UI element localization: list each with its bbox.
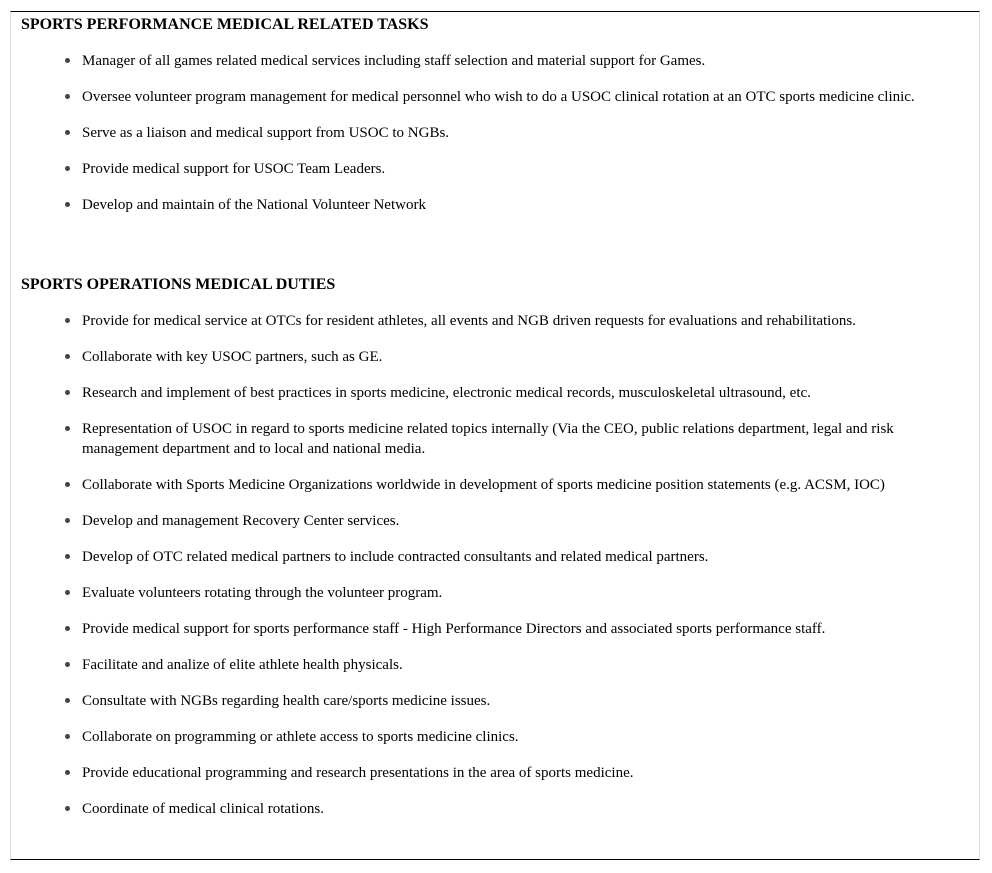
list-item: Evaluate volunteers rotating through the volunteer program. bbox=[11, 583, 971, 603]
list-item: Research and implement of best practices in sports medicine, electronic medical records, musculoskeletal ultrasound, etc. bbox=[11, 383, 971, 403]
section-heading-performance-tasks: SPORTS PERFORMANCE MEDICAL RELATED TASKS bbox=[21, 16, 429, 33]
list-item: Manager of all games related medical services including staff selection and material support for Games. bbox=[11, 51, 971, 71]
operations-duties-list bbox=[11, 311, 971, 835]
list-item: Provide educational programming and research presentations in the area of sports medicine. bbox=[11, 763, 971, 783]
list-item: Coordinate of medical clinical rotations. bbox=[11, 799, 971, 819]
document-frame bbox=[10, 11, 980, 860]
section-heading-operations-duties: SPORTS OPERATIONS MEDICAL DUTIES bbox=[21, 276, 336, 293]
list-item: Collaborate on programming or athlete access to sports medicine clinics. bbox=[11, 727, 971, 747]
list-item: Collaborate with Sports Medicine Organizations worldwide in development of sports medicine position statements (e.g. ACSM, IOC) bbox=[11, 475, 971, 495]
list-item: Collaborate with key USOC partners, such as GE. bbox=[11, 347, 971, 367]
list-item: Develop and management Recovery Center services. bbox=[11, 511, 971, 531]
performance-tasks-list bbox=[11, 51, 971, 231]
list-item: Develop and maintain of the National Volunteer Network bbox=[11, 195, 971, 215]
list-item: Provide medical support for sports performance staff - High Performance Directors and associated sports performance staff. bbox=[11, 619, 971, 639]
list-item: Provide medical support for USOC Team Leaders. bbox=[11, 159, 971, 179]
list-item: Oversee volunteer program management for medical personnel who wish to do a USOC clinical rotation at an OTC sports medicine clinic. bbox=[11, 87, 971, 107]
list-item: Facilitate and analize of elite athlete health physicals. bbox=[11, 655, 971, 675]
list-item: Develop of OTC related medical partners to include contracted consultants and related medical partners. bbox=[11, 547, 971, 567]
list-item: Provide for medical service at OTCs for resident athletes, all events and NGB driven requests for evaluations and rehabilitations. bbox=[11, 311, 971, 331]
list-item: Consultate with NGBs regarding health care/sports medicine issues. bbox=[11, 691, 971, 711]
list-item: Serve as a liaison and medical support from USOC to NGBs. bbox=[11, 123, 971, 143]
list-item: Representation of USOC in regard to sports medicine related topics internally (Via the CEO, public relations department, legal and risk management department and to local and national media. bbox=[11, 419, 971, 459]
